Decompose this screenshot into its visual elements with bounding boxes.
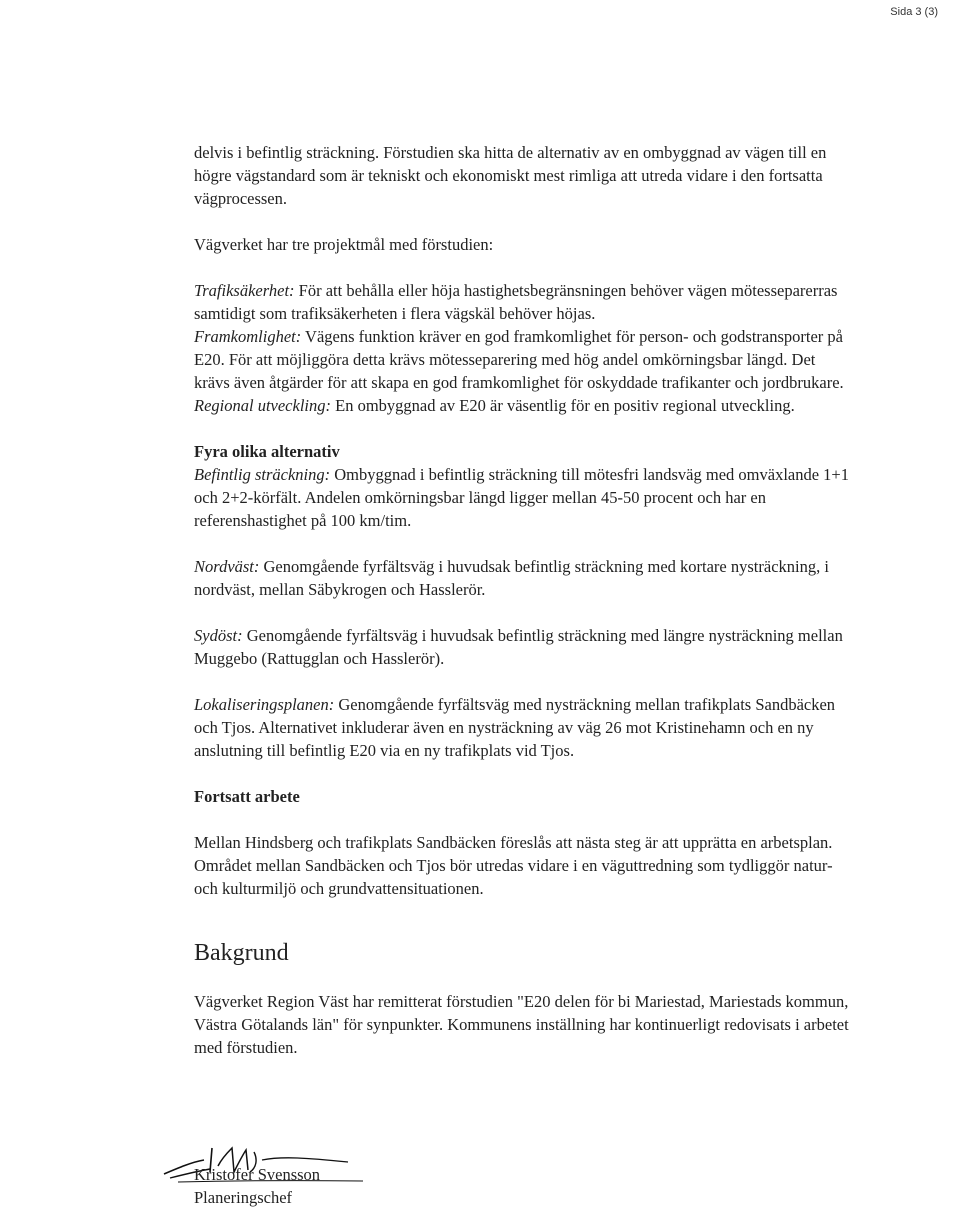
continued-paragraph: Mellan Hindsberg och trafikplats Sandbäcken föreslås att nästa steg är att upprätta en arbetsplan. Området mellan Sandbäcken och Tjos bör utredas vidare i en väguttredning som tydliggör natur- och kulturmiljö och grundvattensituationen. xyxy=(194,833,833,898)
document-body xyxy=(194,141,854,1059)
goal-term: Framkomlighet: xyxy=(194,327,302,346)
goal-text: En ombyggnad av E20 är väsentlig för en positiv regional utveckling. xyxy=(331,396,795,415)
alternative-text: Genomgående fyrfältsväg i huvudsak befintlig sträckning med längre nysträckning mellan Muggebo (Rattugglan och Hasslerör). xyxy=(194,626,843,668)
alternative-text: Ombyggnad i befintlig sträckning till mötesfri landsväg med omväxlande 1+1 och 2+2-körfält. Andelen omkörningsbar längd ligger mellan 45-50 procent och har en referenshastighet på 100 km/tim. xyxy=(194,465,849,530)
alternative-term: Befintlig sträckning: xyxy=(194,465,331,484)
alternative-term: Nordväst: xyxy=(194,557,260,576)
signature-block xyxy=(194,1163,320,1209)
goal-term: Trafiksäkerhet: xyxy=(194,281,295,300)
goal-item xyxy=(194,394,854,417)
alternative-term: Lokaliseringsplanen: xyxy=(194,695,335,714)
background-heading: Bakgrund xyxy=(194,940,289,966)
page-number: Sida 3 (3) xyxy=(890,6,938,18)
goals-heading: Vägverket har tre projektmål med förstudien: xyxy=(194,235,494,254)
intro-paragraph: delvis i befintlig sträckning. Förstudien ska hitta de alternativ av en ombyggnad av vägen till en högre vägstandard som är tekniskt och ekonomiskt mest rimliga att utreda vidare i den fortsatta vägprocessen. xyxy=(194,143,827,208)
alternative-item xyxy=(194,624,854,670)
goal-text: Vägens funktion kräver en god framkomlighet för person- och godstransporter på E20. För att möjliggöra detta krävs mötesseparering med hög andel omkörningsbar längd. Det krävs även åtgärder för att skapa en god framkomlighet för oskyddade trafikanter och jordbrukare. xyxy=(194,327,844,392)
alternative-item xyxy=(194,463,854,532)
goal-text: För att behålla eller höja hastighetsbegränsningen behöver vägen mötesseparerras samtidigt som trafiksäkerheten i flera vägskäl behöver höjas. xyxy=(194,281,838,323)
continued-heading: Fortsatt arbete xyxy=(194,787,300,806)
signer-title: Planeringschef xyxy=(194,1188,293,1207)
goal-item xyxy=(194,325,854,394)
alternative-text: Genomgående fyrfältsväg med nysträckning mellan trafikplats Sandbäcken och Tjos. Alternativet inkluderar även en nysträckning av väg 26 mot Kristinehamn och en ny anslutning till befintlig E20 via en ny trafikplats vid Tjos. xyxy=(194,695,836,760)
goal-term: Regional utveckling: xyxy=(194,396,331,415)
alternative-item xyxy=(194,693,854,762)
goal-item xyxy=(194,279,854,325)
alternative-item xyxy=(194,555,854,601)
goals-list xyxy=(194,279,854,417)
background-paragraph: Vägverket Region Väst har remitterat förstudien "E20 delen för bi Mariestad, Mariestads kommun, Västra Götalands län" för synpunkter. Kommunens inställning har kontinuerligt redovisats i arbetet med förstudien. xyxy=(194,992,849,1057)
alternative-term: Sydöst: xyxy=(194,626,243,645)
signer-name: Kristofer Svensson xyxy=(194,1165,321,1184)
alternative-text: Genomgående fyrfältsväg i huvudsak befintlig sträckning med kortare nysträckning, i nordväst, mellan Säbykrogen och Hasslerör. xyxy=(194,557,829,599)
alternatives-heading: Fyra olika alternativ xyxy=(194,442,340,461)
